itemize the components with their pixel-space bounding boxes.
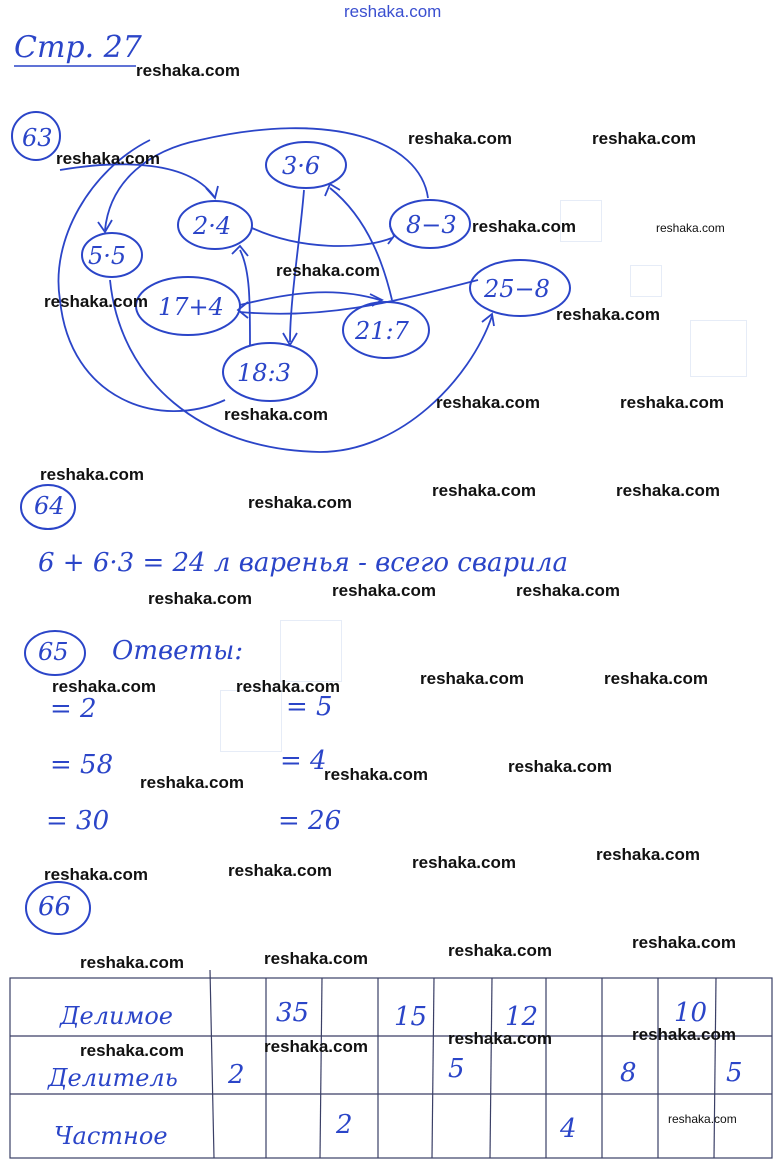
watermark: reshaka.com [324, 765, 428, 784]
task63-number: 63 [22, 124, 53, 152]
watermark: reshaka.com [596, 845, 700, 864]
watermark: reshaka.com [332, 581, 436, 600]
page-title: Стр. 27 [14, 30, 142, 65]
watermark: reshaka.com [264, 1037, 368, 1056]
watermark: reshaka.com [264, 949, 368, 968]
watermark: reshaka.com [632, 1025, 736, 1044]
watermark: reshaka.com [420, 669, 524, 688]
answer-left-3: = 30 [46, 806, 110, 836]
watermark: reshaka.com [140, 773, 244, 792]
task64-number: 64 [34, 492, 65, 520]
watermark: reshaka.com [604, 669, 708, 688]
watermark: reshaka.com [620, 393, 724, 412]
divisor-cell: 8 [620, 1058, 637, 1088]
dividend-cell: 12 [505, 1002, 539, 1032]
watermark: reshaka.com [80, 953, 184, 972]
watermark: reshaka.com [432, 481, 536, 500]
watermark: reshaka.com [228, 861, 332, 880]
watermark: reshaka.com [44, 865, 148, 884]
node-2x4: 2·4 [193, 212, 232, 240]
answer-left-2: = 58 [50, 750, 114, 780]
watermark: reshaka.com [52, 677, 156, 696]
watermark: reshaka.com [40, 465, 144, 484]
node-17+4: 17+4 [158, 293, 224, 321]
dividend-cell: 15 [394, 1002, 428, 1032]
divisor-cell: 2 [228, 1060, 245, 1090]
watermark: reshaka.com [448, 941, 552, 960]
watermark: reshaka.com [656, 221, 725, 235]
node-21-7: 21:7 [355, 317, 409, 345]
dividend-cell: 35 [276, 998, 310, 1028]
watermark: reshaka.com [616, 481, 720, 500]
watermark: reshaka.com [592, 129, 696, 148]
watermark: reshaka.com [632, 933, 736, 952]
dividend-cell: 10 [674, 998, 708, 1028]
watermark: reshaka.com [136, 61, 240, 80]
watermark: reshaka.com [236, 677, 340, 696]
watermark: reshaka.com [472, 217, 576, 236]
watermark: reshaka.com [516, 581, 620, 600]
row-label-quotient: Частное [54, 1122, 168, 1150]
answer-left-1: = 2 [50, 694, 97, 724]
diagram-arrows [58, 128, 492, 452]
node-8-3: 8−3 [406, 211, 457, 239]
node-18-3: 18:3 [237, 359, 291, 387]
watermark: reshaka.com [276, 261, 380, 280]
watermark: reshaka.com [80, 1041, 184, 1060]
answer-right-2: = 4 [280, 746, 327, 776]
watermark: reshaka.com [412, 853, 516, 872]
watermark: reshaka.com [508, 757, 612, 776]
divisor-cell: 5 [726, 1058, 743, 1088]
quotient-cell: 4 [560, 1114, 577, 1144]
node-3x6: 3·6 [282, 152, 321, 180]
task65-heading: Ответы: [112, 636, 244, 666]
task64-solution: 6 + 6·3 = 24 л варенья - всего сварила [38, 548, 568, 578]
row-label-divisor: Делитель [48, 1064, 178, 1092]
watermark: reshaka.com [56, 149, 160, 168]
node-25-8: 25−8 [484, 275, 550, 303]
row-label-dividend: Делимое [60, 1002, 174, 1030]
watermark: reshaka.com [224, 405, 328, 424]
watermark: reshaka.com [248, 493, 352, 512]
divisor-cell: 5 [448, 1054, 465, 1084]
site-header[interactable]: reshaka.com [344, 2, 442, 21]
watermark: reshaka.com [668, 1112, 737, 1126]
watermark: reshaka.com [448, 1029, 552, 1048]
watermark: reshaka.com [44, 292, 148, 311]
task66-number: 66 [38, 892, 72, 922]
watermark: reshaka.com [436, 393, 540, 412]
node-5x5: 5·5 [88, 242, 127, 270]
answer-right-3: = 26 [278, 806, 342, 836]
quotient-cell: 2 [336, 1110, 353, 1140]
watermark: reshaka.com [148, 589, 252, 608]
watermark: reshaka.com [556, 305, 660, 324]
watermark: reshaka.com [408, 129, 512, 148]
answer-right-1: = 5 [286, 692, 333, 722]
task65-number: 65 [38, 638, 69, 666]
